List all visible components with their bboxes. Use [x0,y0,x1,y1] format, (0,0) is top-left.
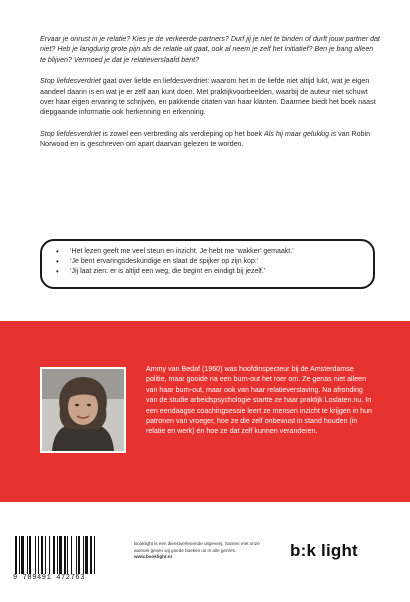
related-book-title: Als hij maar gelukkig is [264,129,337,138]
barcode-bars [15,536,116,574]
relation-text-2: van Robin Norwood en is geschreven om apart daarvan gelezen te worden. [40,129,371,149]
publisher-website: www.booklight.nl [134,554,172,560]
isbn-number: 9 789491 472763 [13,574,86,582]
barcode-bar [59,536,62,574]
testimonial-item: • ‘Het lezen geeft me veel steun en inzicht. Je hebt me ‘wakker’ gemaakt.’ [54,247,363,257]
barcode-bar [67,536,68,574]
about-paragraph [40,76,380,118]
publisher-description: Booklight is een dienstverlenende uitgeverij. Samen met onze auteurs geven wij goede boeken uit in alle genres. [134,541,260,553]
barcode-bar [45,536,46,574]
barcode-bar [41,536,43,574]
testimonial-item: • ‘Jij laat zien: er is altijd een weg, die begint en eindigt bij jezelf.’ [54,267,363,277]
blurb [40,34,380,161]
publisher-note [134,541,270,561]
barcode-bar [90,536,92,574]
author-bio: Ammy van Bedaf (1960) was hoofdinspecteur bij de Amsterdamse politie, maar gooide na een burn-out het roer om. Ze genas niet alleen van haar burn-out, maar ook van haar relatieverslaving. Na afronding van de studie arbeidspsychologie startte ze haar praktijk Loslaten.nu. In een eendaagse coachingsessie leert ze mensen inzicht te krijgen in hun patronen van vroeger, hoe ze die zelf onbewust in stand houden (in relatie en werk) én hoe ze dat zelf kunnen veranderen. [146,365,372,436]
author-photo [40,367,126,453]
relation-text-1: is zowel een verbreding als verdieping op het boek [100,129,264,138]
barcode-bar [29,536,31,574]
barcode-bar [53,536,55,574]
relation-paragraph [40,129,380,150]
barcode-bar [57,536,58,574]
barcode-bar [78,536,80,574]
barcode-bar [35,536,36,574]
barcode-bar [83,536,84,574]
book-title: Stop liefdesverdriet [40,77,101,86]
book-title-2: Stop liefdesverdriet [40,129,101,138]
barcode-bar [64,536,66,574]
publisher-logo: b:k light [290,541,358,560]
barcode-bar [27,536,28,574]
intro-questions: Ervaar je onrust in je relatie? Kies je de verkeerde partners? Durf jij je niet te binden of durft jouw partner dat niet? Heb je langdurig grote pijn als de relatie uit gaat, ook al neem je zelf het initiatief? Ben je bang alleen te blijven? Vermoed je dat je relatieverslaafd bent? [40,35,380,64]
testimonial-item: • ‘Je bent ervaringsdeskundige en slaat de spijker op zijn kop.’ [54,257,363,267]
barcode-bar [15,536,17,574]
about-text: gaat over liefde en liefdesverdriet: waarom het in de liefde niet altijd lukt, wat je eigen aandeel daarin is en wat je er zelf aan kunt doen. Met praktijkvoorbeelden, waarbij de auteur niet schuwt over haar eigen ervaring te schrijven, en pakkende citaten van haar klanten. Daarmee biedt het boek naast diepgaande informatie ook herkenning en erkenning. [40,77,376,117]
barcode-bar [21,536,24,574]
barcode-bar [49,536,50,574]
barcode-bar [71,536,72,574]
barcode-bar [76,536,77,574]
isbn-barcode [13,536,118,584]
testimonials-list [54,247,363,278]
barcode-bar [94,536,95,574]
testimonials-box [40,239,375,289]
barcode-bar [85,536,88,574]
barcode-bar [38,536,39,574]
barcode-bar [19,536,20,574]
